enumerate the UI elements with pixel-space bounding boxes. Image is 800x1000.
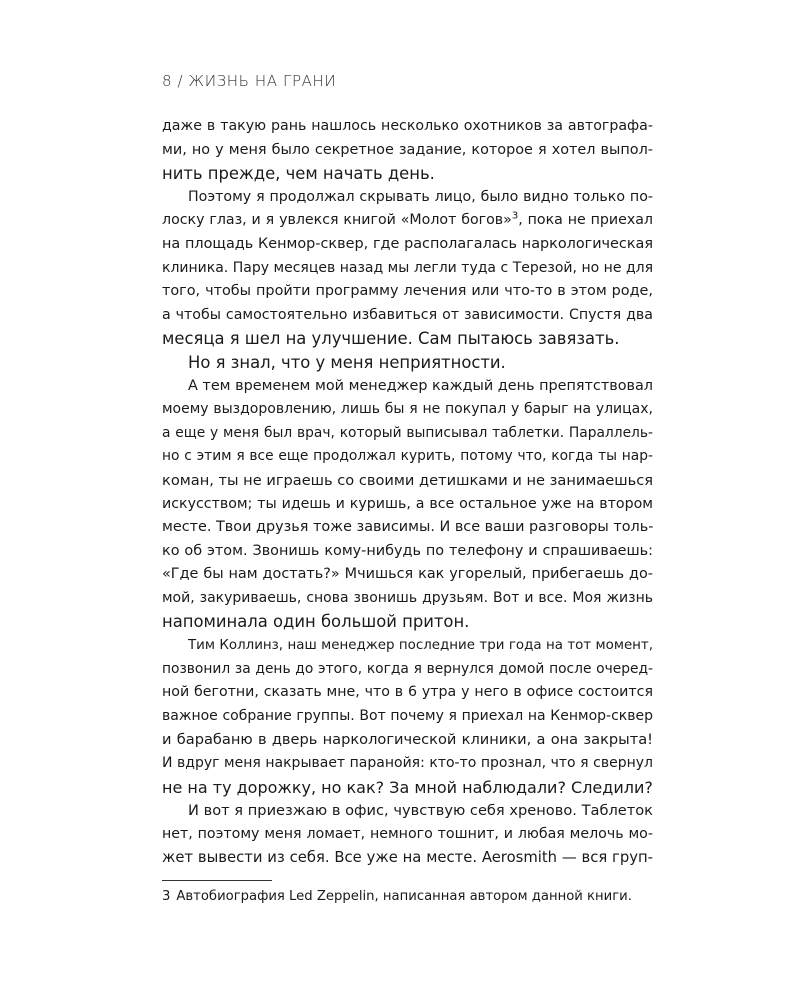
footnote-mark: 3	[162, 889, 171, 904]
text-line: ми, но у меня было секретное задание, которое я хотел выпол-	[162, 141, 653, 158]
text-line: искусством; ты идешь и куришь, а все остальное уже на втором	[162, 495, 653, 512]
footnote-text: Автобиография Led Zeppelin, написанная автором данной книги.	[176, 889, 632, 904]
text-line: нить прежде, чем начать день.	[162, 164, 435, 184]
text-line: и барабаню в дверь наркологической клиники, а она закрыта!	[162, 731, 653, 749]
text-line-with-footnote	[162, 209, 653, 233]
text-line: Тим Коллинз, наш менеджер последние три года на тот момент,	[188, 638, 653, 654]
text-line: «Где бы нам достать?» Мчишься как угорелый, прибегаешь до-	[162, 566, 653, 583]
running-head: 8 / ЖИЗНЬ НА ГРАНИ	[162, 72, 337, 90]
text-line: А тем временем мой менеджер каждый день препятствовал	[188, 377, 653, 394]
text-line: мой, закуриваешь, снова звонишь друзьям. Вот и все. Моя жизнь	[162, 589, 653, 606]
text-line: Поэтому я продолжал скрывать лицо, было видно только по-	[188, 188, 653, 205]
body-text	[162, 115, 653, 870]
text-line: а чтобы самостоятельно избавиться от зависимости. Спустя два	[162, 306, 653, 323]
text-line: того, чтобы пройти программу лечения или что-то в этом роде,	[162, 283, 653, 300]
text-line: И вдруг меня накрывает паранойя: кто-то прознал, что я свернул	[162, 755, 653, 772]
text-line: ной беготни, сказать мне, что в 6 утра у него в офисе состоится	[162, 684, 653, 701]
text-line: напоминала один большой притон.	[162, 612, 470, 632]
text-line: месте. Твои друзья тоже зависимы. И все ваши разговоры толь-	[162, 519, 654, 536]
text-line: моему выздоровлению, лишь бы я не покупал у барыг на улицах,	[162, 401, 653, 418]
text-line: ко об этом. Звонишь кому-нибудь по телефону и спрашиваешь:	[162, 542, 653, 559]
footnote	[162, 888, 653, 906]
text-line: позвонил за день до этого, когда я вернулся домой после очеред-	[162, 660, 653, 677]
text-line: нет, поэтому меня ломает, немного тошнит, и любая мелочь мо-	[162, 825, 653, 842]
text-line: И вот я приезжаю в офис, чувствую себя хреново. Таблеток	[188, 802, 653, 820]
text-line: Но я знал, что у меня неприятности.	[188, 352, 506, 372]
text-line: клиника. Пару месяцев назад мы легли туда с Терезой, но не для	[162, 259, 653, 276]
footnote-reference: 3	[511, 210, 519, 222]
footnote-divider	[162, 880, 272, 881]
text-line: важное собрание группы. Вот почему я приехал на Кенмор-сквер	[162, 707, 653, 724]
text-segment: , пока не приехал	[518, 212, 653, 229]
text-line: на площадь Кенмор-сквер, где располагалась наркологическая	[162, 235, 653, 252]
text-line: не на ту дорожку, но как? За мной наблюдали? Следили?	[162, 777, 653, 797]
text-segment: лоску глаз, и я увлекся книгой «Молот богов»	[162, 212, 512, 229]
text-line: даже в такую рань нашлось несколько охотников за автографа-	[162, 118, 653, 134]
text-line: жет вывести из себя. Все уже на месте. Aerosmith — вся груп-	[162, 849, 653, 867]
text-line: месяца я шел на улучшение. Сам пытаюсь завязать.	[162, 329, 620, 349]
text-line: а еще у меня был врач, который выписывал таблетки. Параллель-	[162, 424, 653, 441]
text-line: но с этим я все еще продолжал курить, потому что, когда ты нар-	[162, 448, 653, 465]
text-line: коман, ты не играешь со своими детишками и не занимаешься	[162, 471, 654, 489]
